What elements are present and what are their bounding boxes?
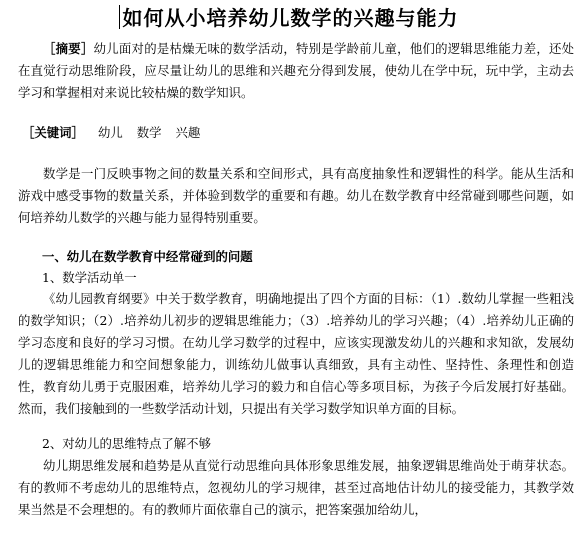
title-text: 如何从小培养幼儿数学的兴趣与能力	[122, 6, 459, 30]
intro-paragraph: 数学是一门反映事物之间的数量关系和空间形式，具有高度抽象性和逻辑性的科学。能从生活和游戏中感受事物的数量关系，并体验到数学的重要和有趣。幼儿在数学教育中经常碰到哪些问题，如何培养幼儿数学的兴趣与能力显得特别重要。	[18, 166, 574, 225]
body-paragraph: 幼儿期思维发展和趋势是从直觉行动思维向具体形象思维发展，抽象逻辑思维尚处于萌芽状态。有的教师不考虑幼儿的思维特点，忽视幼儿的学习规律，甚至过高地估计幼儿的接受能力，其教学效果当然是不会理想的。有的教师片面依靠自己的演示，把答案强加给幼儿，	[18, 458, 574, 517]
subsection-heading: 2、对幼儿的思维特点了解不够	[42, 436, 211, 451]
text-cursor	[119, 5, 120, 29]
document-title	[0, 4, 577, 32]
abstract-paragraph	[18, 38, 574, 104]
keywords-paragraph	[22, 122, 577, 144]
keywords-label: ［关键词］	[22, 125, 84, 140]
keyword-item: 数学	[136, 125, 162, 140]
keyword-item: 兴趣	[175, 125, 201, 140]
section-heading: 一、幼儿在数学教育中经常碰到的问题	[42, 249, 253, 264]
abstract-label: ［摘要］	[43, 41, 94, 56]
body-paragraph: 《幼儿园教育纲要》中关于数学教育，明确地提出了四个方面的目标：（1）.数幼儿掌握一些粗浅的数学知识；（2）.培养幼儿初步的逻辑思维能力；（3）.培养幼儿的学习兴趣；（4）.培养幼儿正确的学习态度和良好的学习习惯。在幼儿学习数学的过程中，应该实现激发幼儿的兴趣和求知欲，发展幼儿的逻辑思维能力和空间想象能力，训练幼儿做事认真细致，具有主动性、坚持性、条理性和创造性，教育幼儿勇于克服困难，培养幼儿学习的毅力和自信心等多项目标，为孩子今后发展打好基础。然而，我们接触到的一些数学活动计划，只提出有关学习数学知识单方面的目标。	[18, 291, 574, 416]
subsection-heading: 1、数学活动单一	[42, 270, 137, 285]
keyword-item: 幼儿	[97, 125, 123, 140]
abstract-text: 幼儿面对的是枯燥无味的数学活动，特别是学龄前儿童，他们的逻辑思维能力差，还处在直觉行动思维阶段，应尽量让幼儿的思维和兴趣充分得到发展，使幼儿在学中玩，玩中学，主动去学习和掌握相对来说比较枯燥的数学知识。	[18, 41, 575, 100]
